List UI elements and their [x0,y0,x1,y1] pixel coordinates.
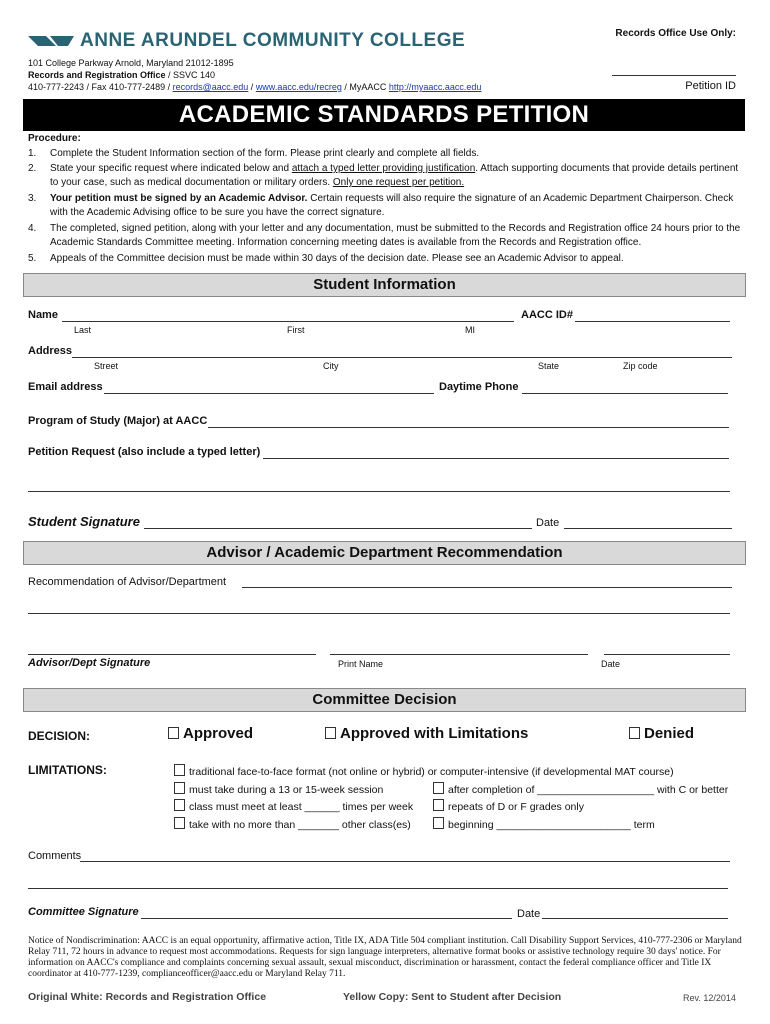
first-name-caption: First [287,325,305,335]
office-line [28,69,215,81]
limitation-text: traditional face-to-face format (not online or hybrid) or computer-intensive (if developmental MAT course) [189,766,674,778]
step-underlined-text-2: Only one request per petition. [332,177,465,188]
student-signature-label: Student Signature [28,514,140,529]
zip-caption: Zip code [623,361,658,371]
denied-checkbox[interactable] [629,727,640,739]
advisor-date-field[interactable] [604,654,730,655]
limitation-beginning-term[interactable] [433,817,655,831]
denied-option[interactable] [629,725,694,742]
step-text: The completed, signed petition, along with your letter and any documentation, must be submitted to the Records and Registration office 24 hours prior to the Academic Standards Committee meeting. Information concerning meeting dates is available from the Records and Registration office. [50,223,741,248]
separator-1: / [248,82,256,92]
limitation-other-classes[interactable] [174,817,411,831]
step-text-cont: . Attach supporting documents that provide details pertinent to your case, such as medical documentation or military orders. [50,163,739,188]
print-name-field[interactable] [330,654,588,655]
limitation-times-per-week[interactable] [174,799,413,813]
committee-date-field[interactable] [542,918,728,919]
denied-label: Denied [644,725,695,742]
recommendation-field-2[interactable] [28,613,730,614]
nondiscrimination-notice: Notice of Nondiscrimination: AACC is an equal opportunity, affirmative action, Title IX, ADA Title 504 compliant institution. Call Disability Support Services, 410-777-2306 or Maryland Relay 711, 72 hours in advance to request most accommodations. Requests for sign language interpreters, alternative format books or assistive technology require 30 days' notice. For information on AACC's compliance and complaints concerning sexual assault, sexual misconduct, discrimination or harassment, contact the federal compliance officer and Title IX coordinator at 410-777-1239, complianceofficer@aacc.edu or Maryland Relay 711. [28,936,742,979]
limitations-label: LIMITATIONS: [28,763,107,777]
limitation-checkbox[interactable] [433,817,444,829]
step-text: Complete the Student Information section of the form. Please print clearly and complete all fields. [50,148,480,159]
daytime-phone-field[interactable] [522,393,728,394]
comments-label: Comments [28,850,82,862]
step-underlined-text: attach a typed letter providing justification [291,163,476,174]
name-field[interactable] [62,321,514,322]
college-name: ANNE ARUNDEL COMMUNITY COLLEGE [80,30,466,51]
limitation-text: take with no more than _______ other class(es) [189,819,411,831]
procedure-step-2 [28,162,748,190]
procedure-step-3 [28,192,748,220]
limitation-checkbox[interactable] [174,799,185,811]
limitation-checkbox[interactable] [174,817,185,829]
page-title: ACADEMIC STANDARDS PETITION [23,99,745,131]
procedure-step-4 [28,222,748,250]
petition-request-label: Petition Request (also include a typed letter) [28,446,261,458]
address-label: Address [28,345,73,357]
mi-caption: MI [465,325,475,335]
aacc-id-label: AACC ID# [521,309,573,321]
limitation-checkbox[interactable] [433,799,444,811]
address-field[interactable] [72,357,732,358]
step-text: State your specific request where indicated below and [50,163,292,174]
student-date-field[interactable] [564,528,732,529]
name-label: Name [28,309,58,321]
petition-id-label: Petition ID [685,80,736,92]
revision-date: Rev. 12/2014 [683,993,736,1003]
step-number: 4. [28,223,37,234]
step-bold-text: Your petition must be signed by an Academic Advisor. [50,193,308,204]
petition-id-line[interactable] [612,75,736,76]
petition-request-field[interactable] [263,458,729,459]
phone-fax: 410-777-2243 / Fax 410-777-2489 / [28,82,173,92]
program-field[interactable] [208,427,729,428]
footer-yellow-copy: Yellow Copy: Sent to Student after Decision [343,991,562,1003]
approved-checkbox[interactable] [168,727,179,739]
email-label: Email address [28,381,103,393]
advisor-section-header: Advisor / Academic Department Recommendation [23,541,746,565]
student-date-label: Date [536,517,560,529]
step-text: Appeals of the Committee decision must be made within 30 days of the decision date. Please see an Academic Advisor to appeal. [50,253,624,264]
daytime-phone-label: Daytime Phone [439,381,519,393]
approved-limitations-checkbox[interactable] [325,727,336,739]
procedure-step-5 [28,252,748,266]
step-number: 3. [28,193,37,204]
recommendation-label: Recommendation of Advisor/Department [28,576,227,588]
office-name: Records and Registration Office [28,70,166,80]
procedure-heading: Procedure: [28,133,81,144]
limitation-text: repeats of D or F grades only [448,801,584,813]
step-number: 2. [28,163,37,174]
myaacc-link[interactable]: http://myaacc.aacc.edu [388,82,482,92]
limitation-checkbox[interactable] [433,782,444,794]
separator-2: / MyAACC [341,82,389,92]
limitation-checkbox[interactable] [174,782,185,794]
limitation-checkbox[interactable] [174,764,185,776]
limitation-text: must take during a 13 or 15-week session [189,784,384,796]
comments-field[interactable] [80,861,730,862]
advisor-signature-label: Advisor/Dept Signature [28,657,151,669]
comments-field-2[interactable] [28,888,728,889]
print-name-caption: Print Name [338,659,384,669]
approved-limitations-label: Approved with Limitations [340,725,529,742]
email-field[interactable] [104,393,434,394]
committee-signature-label: Committee Signature [28,906,139,918]
website-link[interactable]: www.aacc.edu/recreg [255,82,342,92]
decision-label: DECISION: [28,729,91,743]
committee-section-header: Committee Decision [23,688,746,712]
approved-option[interactable] [168,725,253,742]
records-use-label: Records Office Use Only: [615,28,736,39]
limitation-after-completion[interactable] [433,782,728,796]
step-text: Certain requests will also require the signature of an Academic Department Chairperson. Check with the Academic Advising office to be sure you have the correct signature. [50,193,734,218]
city-caption: City [323,361,339,371]
procedure-step-1 [28,147,748,161]
email-link[interactable]: records@aacc.edu [172,82,249,92]
recommendation-field[interactable] [242,587,732,588]
limitation-text: beginning _______________________ term [448,819,655,831]
aacc-id-field[interactable] [575,321,730,322]
approved-with-limitations-option[interactable] [325,725,528,742]
limitation-repeats[interactable] [433,799,584,813]
contact-line [28,81,481,93]
college-address: 101 College Parkway Arnold, Maryland 21012-1895 [28,58,234,68]
step-number: 5. [28,253,37,264]
limitation-text: class must meet at least ______ times per week [189,801,414,813]
student-signature-field[interactable] [144,528,532,529]
program-label: Program of Study (Major) at AACC [28,415,208,427]
step-number: 1. [28,148,37,159]
limitation-text: after completion of ____________________ with C or better [448,784,729,796]
advisor-date-caption: Date [601,659,621,669]
college-logo-mark-icon [28,34,74,48]
office-suffix: / SSVC 140 [165,70,216,80]
advisor-signature-field[interactable] [28,654,316,655]
street-caption: Street [94,361,119,371]
committee-date-label: Date [517,908,541,920]
committee-signature-field[interactable] [141,918,512,919]
last-name-caption: Last [74,325,92,335]
student-info-section-header: Student Information [23,273,746,297]
footer-original-copy: Original White: Records and Registration Office [28,991,267,1003]
limitation-13-15-week[interactable] [174,782,383,796]
approved-label: Approved [183,725,254,742]
petition-request-field-2[interactable] [28,491,730,492]
limitation-traditional[interactable] [174,764,674,778]
state-caption: State [538,361,560,371]
